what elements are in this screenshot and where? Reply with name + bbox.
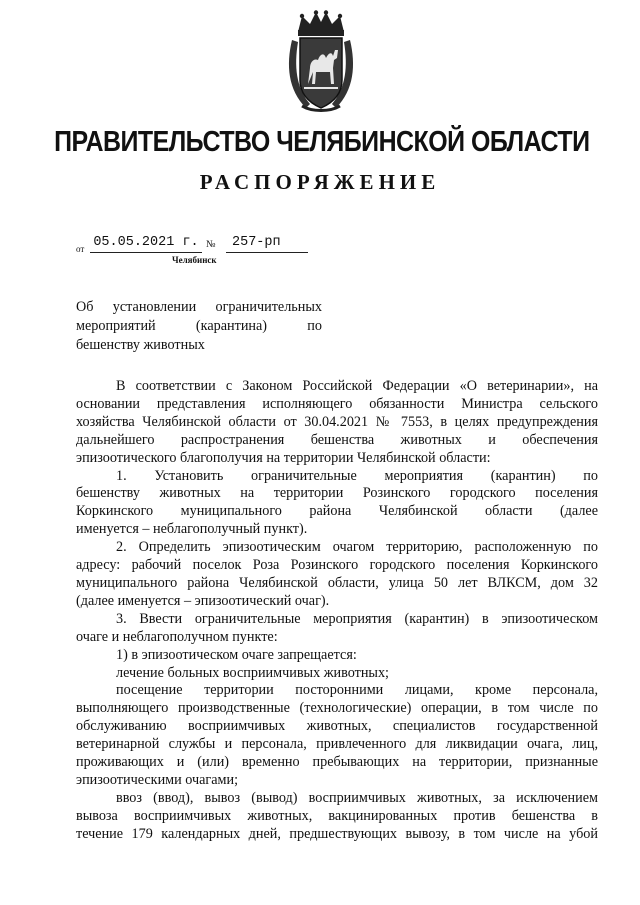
paragraph-item-3 [76, 611, 598, 647]
text-line: 3. Ввести ограничительные мероприятия (карантин) в эпизоотическом [116, 610, 598, 627]
paragraph-item-1 [76, 468, 598, 540]
text-line: именуется – неблагополучный пункт). [76, 521, 308, 538]
text-line: ввоз (ввод), вывоз (вывод) восприимчивых животных, за исключением [116, 789, 598, 806]
text-line: очаге и неблагополучном пункте: [76, 628, 278, 645]
text-line: бешенству животных на территории Розинского городского поселения [76, 485, 598, 502]
text-line: 2. Определить эпизоотическим очагом территорию, расположенную по [116, 539, 598, 556]
text-line: течение 179 календарных дней, предшествующих вывозу, в том числе на убой [76, 825, 598, 842]
number-prefix: № [206, 239, 216, 250]
text-line: эпизоотическими очагами; [76, 771, 239, 788]
text-line: эпизоотического благополучия на территории Челябинской области: [76, 449, 491, 466]
document-body [76, 378, 598, 844]
paragraph-ban-treatment [76, 665, 598, 683]
paragraph-subitem-1 [76, 647, 598, 665]
text-line: посещение территории посторонними лицами, кроме персонала, [116, 682, 598, 699]
paragraph-item-2 [76, 539, 598, 611]
document-type: РАСПОРЯЖЕНИЕ [199, 170, 441, 194]
document-subject [76, 298, 322, 355]
text-line: проживающих и (или) временно пребывающих на территории, признанные [76, 754, 598, 771]
city-label: Челябинск [172, 255, 217, 265]
text-line: В соответствии с Законом Российской Федерации «О ветеринарии», на [116, 378, 598, 394]
subject-line: Об установлении ограничительных [76, 299, 322, 315]
text-line: Коркинского муниципального района Челябинской области (далее [76, 503, 598, 520]
text-line: 1) в эпизоотическом очаге запрещается: [116, 646, 357, 663]
text-line: лечение больных восприимчивых животных; [116, 664, 389, 681]
subject-line: бешенству животных [76, 337, 205, 353]
paragraph-ban-import [76, 790, 598, 844]
paragraph-preamble [76, 378, 598, 468]
text-line: хозяйства Челябинской области от 30.04.2021 № 7553, в целях предупреждения [76, 413, 598, 430]
text-line: вывоза восприимчивых животных, вакцинированных против бешенства в [76, 807, 598, 824]
document-number: 257-рп [226, 234, 308, 253]
text-line: (далее именуется – эпизоотический очаг). [76, 592, 330, 609]
text-line: ветеринарной службы и персонала, привлеченного для ликвидации очага, лиц, [76, 736, 598, 753]
text-line: обслуживанию восприимчивых животных, специалистов государственной [76, 718, 598, 735]
text-line: адресу: рабочий поселок Роза Розинского городского поселения Коркинского [76, 557, 598, 574]
text-line: основании представления исполняющего обязанности Министра сельского [76, 395, 598, 412]
coat-of-arms-icon [286, 10, 356, 114]
document-date: 05.05.2021 г. [90, 234, 202, 253]
text-line: муниципального района Челябинской области, улица 50 лет ВЛКСМ, дом 32 [76, 574, 598, 591]
org-title: ПРАВИТЕЛЬСТВО ЧЕЛЯБИНСКОЙ ОБЛАСТИ [54, 126, 590, 158]
paragraph-ban-visits [76, 682, 598, 789]
text-line: выполняющего производственные (технологические) операции, в том числе по [76, 700, 598, 717]
text-line: дальнейшего распространения бешенства животных и обеспечения [76, 431, 598, 448]
document-meta [76, 234, 336, 268]
date-prefix: от [76, 244, 85, 254]
text-line: 1. Установить ограничительные мероприятия (карантин) по [116, 467, 598, 484]
subject-line: мероприятий (карантина) по [76, 318, 322, 334]
